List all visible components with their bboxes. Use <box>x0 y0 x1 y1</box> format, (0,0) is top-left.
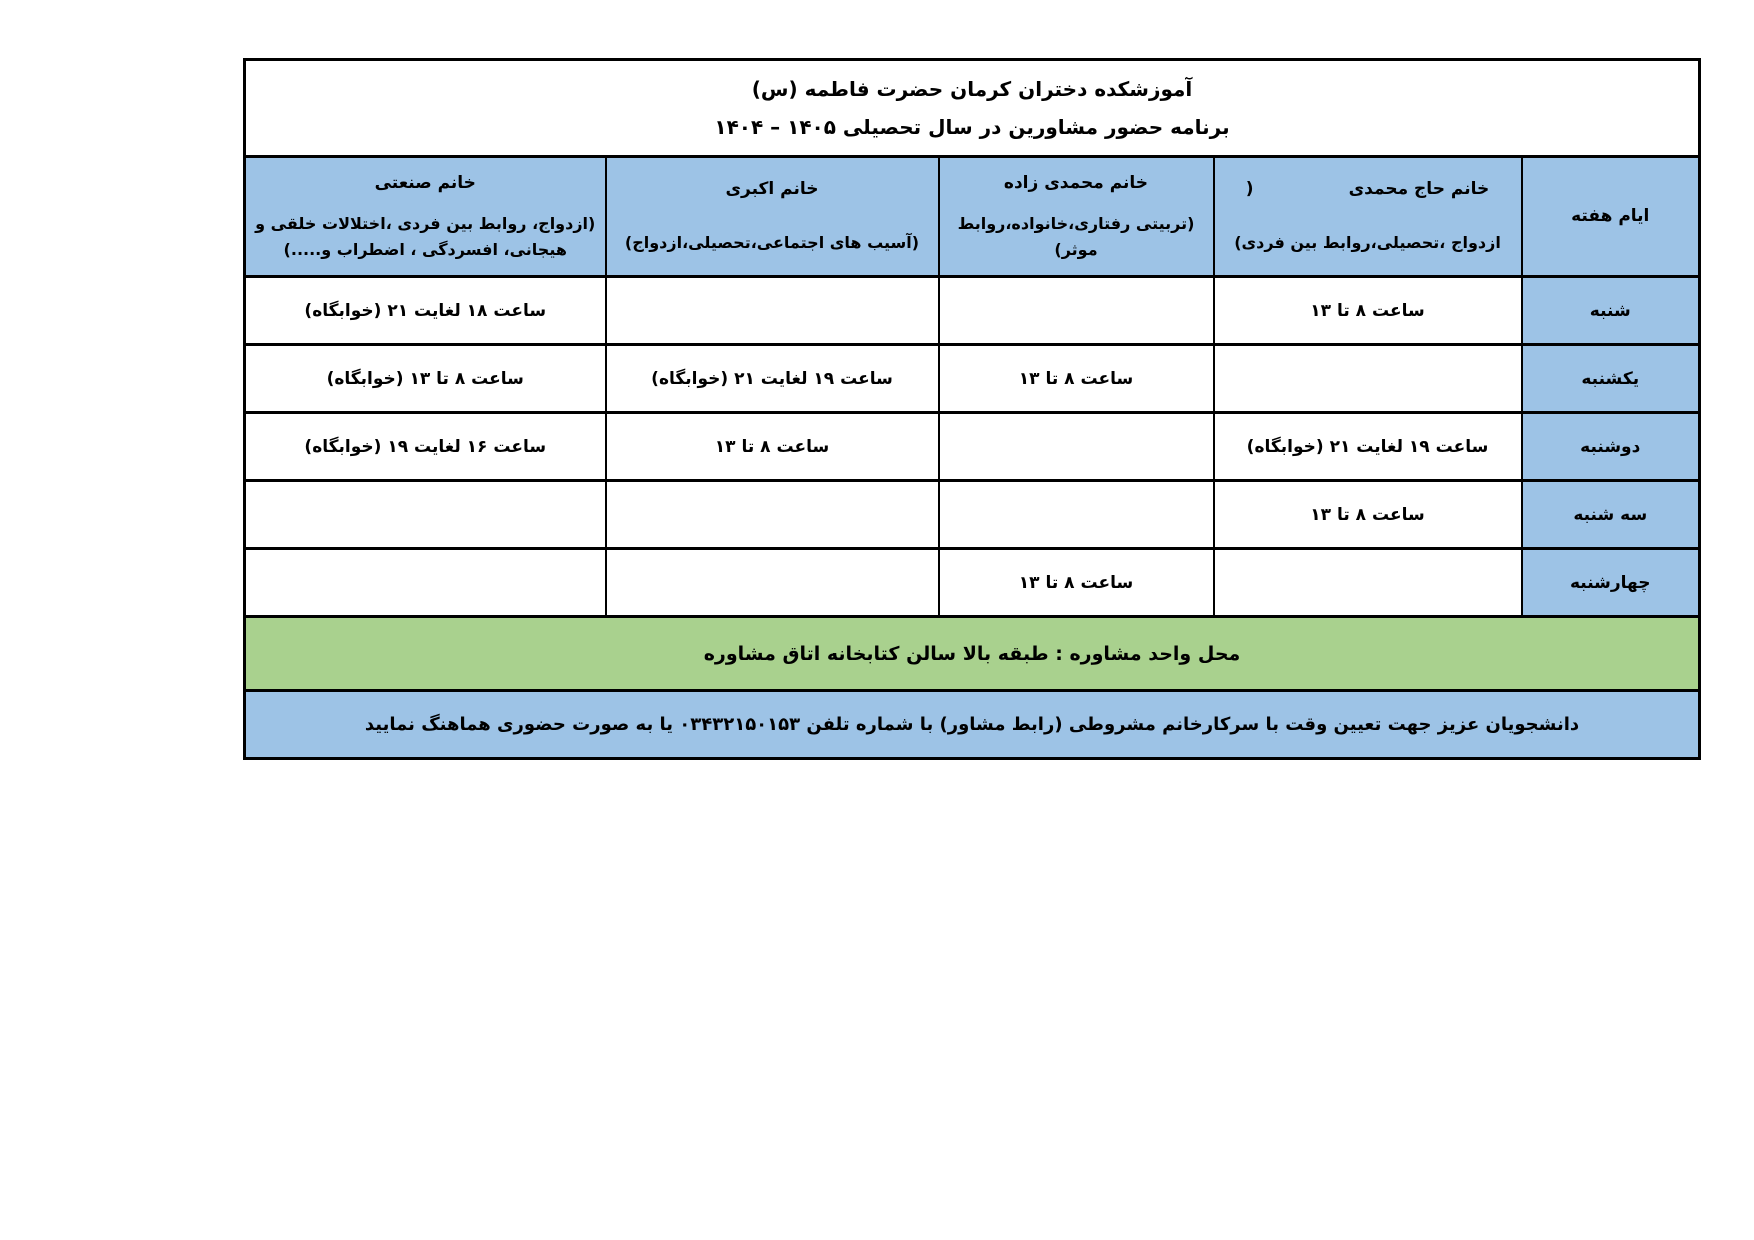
counselor-name-sanati: خانم صنعتی <box>374 172 476 193</box>
schedule-cell <box>606 277 939 345</box>
schedule-cell <box>939 413 1214 481</box>
schedule-cell <box>245 481 606 549</box>
contact-banner: دانشجویان عزیز جهت تعیین وقت با سرکارخانم مشروطی (رابط مشاور) با شماره تلفن ۰۳۴۳۲۱۵۰۱۵۳ یا به صورت حضوری هماهنگ نمایید <box>245 691 1700 759</box>
schedule-cell <box>606 549 939 617</box>
schedule-cell: ساعت ۸ تا ۱۳ <box>1214 481 1522 549</box>
specialty-akbari: (آسیب های اجتماعی،تحصیلی،ازدواج) <box>624 233 920 253</box>
specialty-sanati: (ازدواج، روابط بین فردی ،اختلالات خلقی و هیجانی، افسردگی ، اضطراب و.....) <box>255 213 596 259</box>
counselor-schedule-table <box>243 58 1701 760</box>
table-row-tuesday <box>245 481 1700 549</box>
table-title-cell <box>245 60 1700 157</box>
location-banner: محل واحد مشاوره : طبقه بالا سالن کتابخانه اتاق مشاوره <box>245 617 1700 691</box>
schedule-subtitle: برنامه حضور مشاورین در سال تحصیلی ۱۴۰۵ – ۱۴۰۴ <box>714 115 1230 139</box>
schedule-cell <box>606 481 939 549</box>
day-cell-saturday: شنبه <box>1522 277 1700 345</box>
schedule-cell: ساعت ۸ تا ۱۳ <box>939 345 1214 413</box>
counselor-name-mohammadi-zadeh: خانم محمدی زاده <box>1003 172 1149 193</box>
table-row-monday <box>245 413 1700 481</box>
schedule-cell: ساعت ۱۸ لغایت ۲۱ (خوابگاه) <box>245 277 606 345</box>
schedule-cell <box>1214 549 1522 617</box>
open-paren: ( <box>1245 179 1254 200</box>
schedule-cell <box>1214 345 1522 413</box>
column-header-akbari <box>606 157 939 277</box>
specialty-haj-mohammadi: ازدواج ،تحصیلی،روابط بین فردی) <box>1234 233 1501 253</box>
specialty-mohammadi-zadeh: (تربیتی رفتاری،خانواده،روابط موثر) <box>957 213 1195 259</box>
schedule-cell: ساعت ۱۹ لغایت ۲۱ (خوابگاه) <box>606 345 939 413</box>
schedule-cell: ساعت ۸ تا ۱۳ (خوابگاه) <box>245 345 606 413</box>
column-header-mohammadi-zadeh <box>939 157 1214 277</box>
schedule-cell: ساعت ۱۶ لغایت ۱۹ (خوابگاه) <box>245 413 606 481</box>
counselor-name-haj-mohammadi: خانم حاج محمدی <box>1348 179 1490 200</box>
day-cell-sunday: یکشنبه <box>1522 345 1700 413</box>
table-row-sunday <box>245 345 1700 413</box>
schedule-cell: ساعت ۱۹ لغایت ۲۱ (خوابگاه) <box>1214 413 1522 481</box>
day-cell-tuesday: سه شنبه <box>1522 481 1700 549</box>
counselor-name-akbari: خانم اکبری <box>725 179 819 200</box>
schedule-cell: ساعت ۸ تا ۱۳ <box>939 549 1214 617</box>
schedule-cell: ساعت ۸ تا ۱۳ <box>606 413 939 481</box>
weekdays-header-label: ایام هفته <box>1571 205 1650 226</box>
schedule-cell <box>939 277 1214 345</box>
day-cell-wednesday: چهارشنبه <box>1522 549 1700 617</box>
schedule-cell <box>245 549 606 617</box>
column-header-weekdays <box>1522 157 1700 277</box>
day-cell-monday: دوشنبه <box>1522 413 1700 481</box>
column-header-haj-mohammadi <box>1214 157 1522 277</box>
schedule-cell <box>939 481 1214 549</box>
institution-title: آموزشکده دختران کرمان حضرت فاطمه (س) <box>751 77 1193 101</box>
table-title <box>252 63 1692 153</box>
schedule-cell: ساعت ۸ تا ۱۳ <box>1214 277 1522 345</box>
table-row-wednesday <box>245 549 1700 617</box>
column-header-sanati <box>245 157 606 277</box>
schedule-table-wrapper <box>243 58 1698 760</box>
table-row-saturday <box>245 277 1700 345</box>
